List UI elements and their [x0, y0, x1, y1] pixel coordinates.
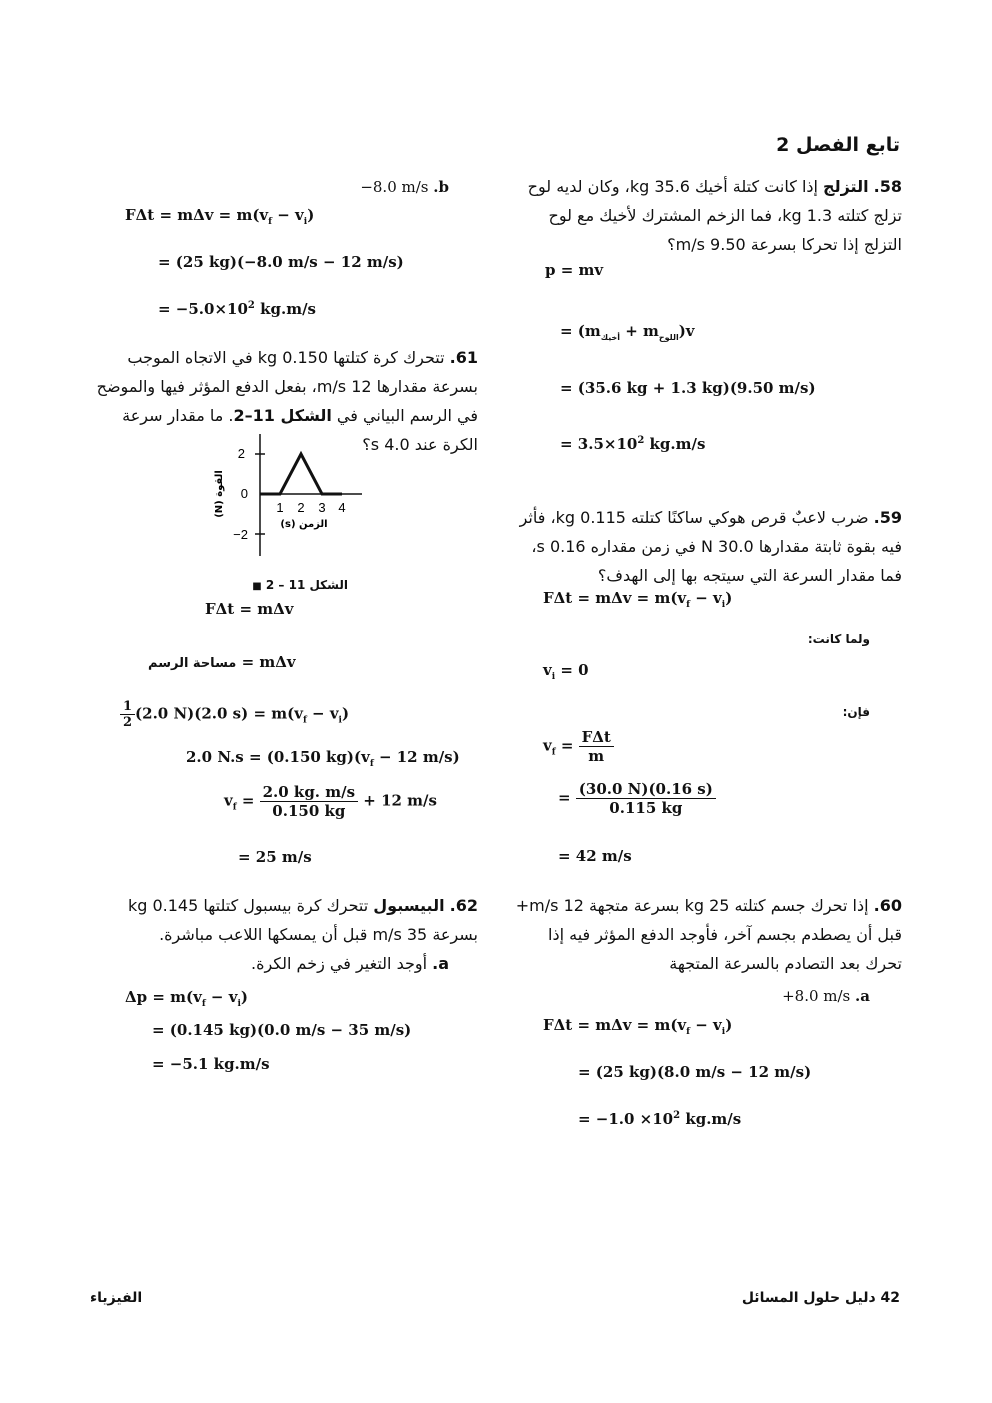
- p60-part-a: a. +8.0 m/s: [782, 987, 870, 1005]
- graph-y-tick-label: 2: [237, 446, 245, 461]
- p62-eq2: = (0.145 kg)(0.0 m/s − 35 m/s): [152, 1021, 412, 1039]
- p59-result: = 42 m/s: [558, 847, 632, 865]
- graph-force-curve: [260, 454, 342, 494]
- p58-eq2: = $(m_{أخيك} + m_{اللوح})v$: [560, 322, 695, 342]
- p59-since-label: ولما كانت:: [807, 632, 870, 646]
- figure-ref: الشكل 11–2: [233, 406, 332, 425]
- p62-eq1: $\Delta p = m(v_f - v_i)$: [125, 988, 248, 1009]
- p59-then-label: فإن:: [842, 705, 870, 719]
- p60b-eq3: = $-5.0\times 10^2$ kg.m/s: [158, 300, 316, 318]
- p62-eq3: = −5.1 kg.m/s: [152, 1055, 270, 1073]
- force-time-graph: [200, 430, 380, 570]
- problem-58-keyword: التزلج: [823, 177, 869, 196]
- problem-58-statement: إذا كانت كتلة أخيك 35.6 kg، وكان لديه لوح تزلج كتلته 1.3 kg، فما الزخم المشترك لأخيك مع لوح التزلج إذا تحركا بسرعة 9.50 m/s؟: [527, 177, 902, 254]
- p60b-eq2: = (25 kg)(−8.0 m/s − 12 m/s): [158, 253, 404, 271]
- graph-x-tick-label: 4: [338, 500, 346, 515]
- problem-60-number: 60.: [873, 896, 902, 915]
- p61-eq5: $v_f$ = $\frac{2.0 kg. m/s}{0.150 kg}$ + 12 m/s: [224, 783, 437, 820]
- p61-eq1: FΔt = mΔv: [205, 600, 294, 618]
- graph-x-tick-label: 1: [276, 500, 284, 515]
- footer-subject: الفيزياء: [90, 1290, 143, 1306]
- graph-x-axis-label: الزمن (s): [280, 519, 328, 530]
- p61-eq3: $\frac{1}{2}$ (2.0 N)(2.0 $s) = m(v_f - v_i)$: [120, 699, 349, 730]
- p61-eq4: 2.0 N.s = (0.150 $kg)(v_f - 12$ m/s): [186, 748, 460, 769]
- figure-caption: الشكل 11 – 2 ■: [252, 578, 348, 592]
- footer-page-number: 42 دليل حلول المسائل: [741, 1290, 900, 1306]
- problem-60-statement: إذا تحرك جسم كتلته 25 kg بسرعة متجهة 12 m/s+ قبل أن يصطدم بجسم آخر، فأوجد الدفع المؤثر فيه إذا تحرك بعد التصادم بالسرعة المتجهة: [515, 896, 902, 973]
- p61-eq6: = 25 m/s: [238, 848, 312, 866]
- p59-eq1: $F\Delta t = m\Delta v = m(v_f - v_i)$: [543, 589, 733, 610]
- p58-eq4: = $3.5\times 10^2$ kg.m/s: [560, 435, 706, 453]
- page-title: تابع الفصل 2: [776, 134, 900, 156]
- problem-62-keyword: البيسبول: [373, 896, 445, 915]
- graph-x-tick-label: 2: [297, 500, 305, 515]
- p58-eq1: p = mv: [545, 261, 604, 279]
- problem-61-text: 61. تتحرك كرة كتلتها 0.150 kg في الاتجاه الموجب بسرعة مقدارها 12 m/s، بفعل الدفع المؤثر فيها والموضح في الرسم البياني في الشكل 11–2. ما مقدار سرعة الكرة عند 4.0 s؟: [96, 348, 478, 454]
- graph-y-tick-label: 0: [240, 486, 248, 501]
- problem-62-text: [90, 891, 478, 949]
- p60-eq1: $F\Delta t = m\Delta v = m(v_f - v_i)$: [543, 1016, 733, 1037]
- problem-59-text: [514, 503, 902, 590]
- p60-part-b: b. −8.0 m/s: [360, 178, 449, 196]
- graph-y-axis-label: القوة (N): [214, 470, 225, 518]
- p58-eq3: = (35.6 kg + 1.3 kg)(9.50 m/s): [560, 379, 816, 397]
- problem-58-number: 58.: [873, 177, 902, 196]
- problem-58-text: [514, 172, 902, 259]
- p60b-eq1: $F\Delta t = m\Delta v = m(v_f - v_i)$: [125, 206, 315, 227]
- problem-59-number: 59.: [873, 508, 902, 527]
- p61-eq2: مساحة الرسم = mΔv: [148, 653, 296, 671]
- graph-y-tick-label: −2: [233, 527, 248, 542]
- problem-62-statement: تتحرك كرة بيسبول كتلتها 0.145 kg بسرعة 35 m/s قبل أن يمسكها اللاعب مباشرة.: [127, 896, 478, 944]
- problem-60-text: [514, 891, 902, 978]
- p59-vf-eq: $v_f$ = $\frac{\text{FΔt}}{m}$: [543, 728, 614, 765]
- problem-59-statement: ضرب لاعبٌ قرص هوكي ساكنًا كتلته 0.115 kg، فأثر فيه بقوة ثابتة مقدارها 30.0 N في زمن مقداره 0.16 s، فما مقدار السرعة التي سيتجه بها إلى الهدف؟: [519, 508, 902, 585]
- p59-vi-eq: $v_i = 0$: [543, 661, 589, 682]
- p60-eq2: = (25 kg)(8.0 m/s − 12 m/s): [578, 1063, 812, 1081]
- problem-62-number: 62.: [449, 896, 478, 915]
- problem-61-number: 61.: [449, 348, 478, 367]
- p60-eq3: = $-1.0 \times 10^2$ kg.m/s: [578, 1110, 742, 1128]
- p59-sub-eq: = $\frac{(30.0 N)(0.16 s)}{0.115 kg}$: [558, 780, 716, 817]
- p62-part-a: a. أوجد التغير في زخم الكرة.: [251, 954, 449, 973]
- graph-x-tick-label: 3: [318, 500, 326, 515]
